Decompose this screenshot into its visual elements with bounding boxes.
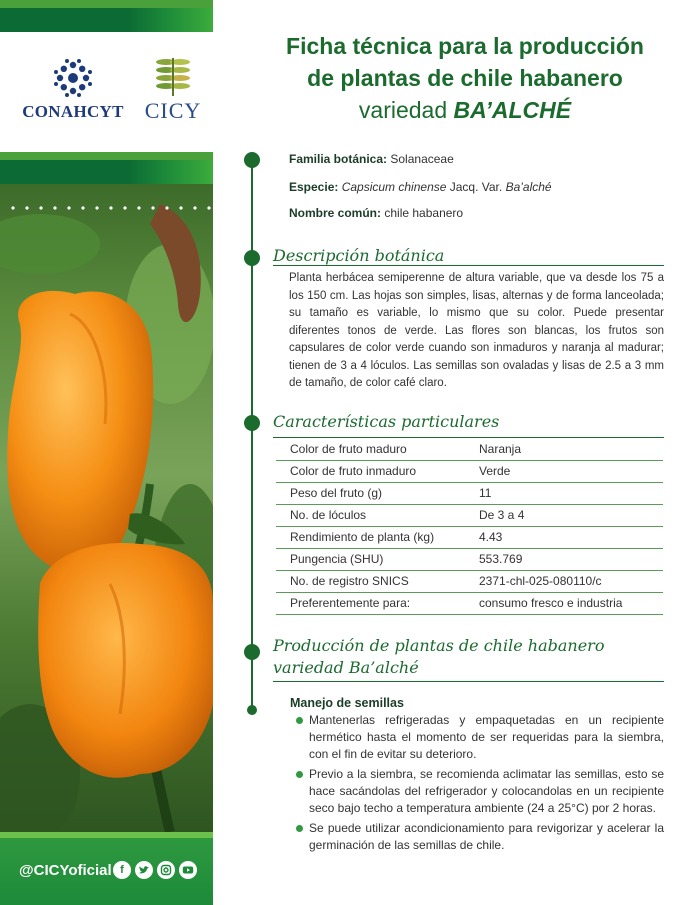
table-cell-label: No. de lóculos: [290, 508, 367, 522]
table-row: [276, 548, 663, 571]
bullet-item: Se puede utilizar acondicionamiento para revigorizar y acelerar la germinación de las semillas de chile.: [309, 821, 664, 852]
production-title-line-2: variedad Ba’alché: [273, 658, 419, 677]
especie-middle: Jacq. Var.: [446, 180, 506, 194]
table-cell-label: No. de registro SNICS: [290, 574, 409, 588]
table-row: [276, 570, 663, 593]
table-row: [276, 438, 663, 461]
description-title: Descripción botánica: [273, 246, 445, 265]
habanero-illustration: [0, 184, 213, 832]
bullet-item: Mantenerlas refrigeradas y empaquetadas en un recipiente hermético hasta el momento de ser requeridas para la siembra, con el fin de evitar su deterioro.: [309, 713, 664, 761]
timeline-dot: [244, 152, 260, 168]
especie-row: [289, 180, 552, 194]
title-line-2: de plantas de chile habanero: [307, 65, 623, 91]
title-line-1: Ficha técnica para la producción: [286, 33, 644, 59]
timeline-dot: [244, 250, 260, 266]
production-title-line-1: Producción de plantas de chile habanero: [273, 636, 605, 655]
table-row: [276, 460, 663, 483]
production-underline: [273, 681, 664, 682]
characteristics-title: Características particulares: [273, 412, 500, 431]
timeline-dot: [244, 415, 260, 431]
top-green-stripes: [0, 0, 213, 32]
title-variety-name: BA’ALCHÉ: [453, 97, 572, 123]
familia-row: [289, 152, 454, 166]
table-cell-value: Naranja: [479, 442, 522, 456]
table-cell-label: Color de fruto inmaduro: [290, 464, 417, 478]
table-row: [276, 526, 663, 549]
seed-management-heading: Manejo de semillas: [290, 696, 404, 710]
description-text: Planta herbácea semiperenne de altura variable, que va desde los 75 a los 150 cm. Las hojas son simples, lisas, alternas y de forma lanceolada; su tamaño es variable, lo mismo que su color. Puede presentar diferentes tonos de verde. Las flores son blancas, los frutos son capsulares de color verde cuando son inmaduros y naranja al madurar; tienen de 3 a 4 lóculos. Las semillas son ovaladas y lisas de 2.5 a 3 mm de tamaño, de color café claro.: [289, 272, 664, 389]
habanero-photo: [0, 184, 213, 832]
familia-value: Solanaceae: [390, 152, 454, 166]
table-row: [276, 504, 663, 527]
timeline-dot-small: [247, 705, 257, 715]
table-row: [276, 482, 663, 505]
nombre-label: Nombre común:: [289, 206, 382, 220]
table-cell-value: 4.43: [479, 530, 503, 544]
logos-area: [0, 40, 213, 140]
conahcyt-wordmark: CONAHCYT: [22, 102, 124, 121]
conahcyt-logo: [18, 58, 128, 138]
cicy-logo: [138, 56, 208, 136]
nombre-row: [289, 206, 463, 220]
table-cell-value: 11: [479, 486, 492, 500]
nombre-value: chile habanero: [384, 206, 464, 220]
table-cell-value: Verde: [479, 464, 511, 478]
bullet-dot: [296, 717, 303, 724]
title-line-3: [240, 94, 690, 126]
left-sidebar: [0, 0, 213, 905]
familia-label: Familia botánica:: [289, 152, 388, 166]
facebook-icon[interactable]: f: [113, 861, 131, 879]
timeline-dot: [244, 644, 260, 660]
youtube-icon[interactable]: [179, 861, 197, 879]
social-footer: [0, 832, 213, 905]
table-cell-label: Preferentemente para:: [290, 596, 411, 610]
table-cell-value: 2371-chl-025-080110/c: [479, 574, 602, 588]
especie-label: Especie:: [289, 180, 339, 194]
twitter-icon[interactable]: [135, 861, 153, 879]
page-title: [240, 30, 690, 126]
cicy-leaves-icon: [153, 56, 193, 98]
bullet-dot: [296, 771, 303, 778]
timeline-line: [251, 160, 253, 712]
especie-variety: Ba’alché: [505, 180, 552, 194]
table-cell-label: Rendimiento de planta (kg): [290, 530, 435, 544]
dotted-divider: [6, 206, 211, 210]
table-cell-label: Peso del fruto (g): [290, 486, 383, 500]
table-cell-value: De 3 a 4: [479, 508, 525, 522]
table-cell-value: consumo fresco e industria: [479, 596, 623, 610]
instagram-icon[interactable]: [157, 861, 175, 879]
especie-species: Capsicum chinense: [341, 180, 447, 194]
table-row: [276, 592, 663, 615]
table-cell-label: Color de fruto maduro: [290, 442, 407, 456]
table-cell-value: 553.769: [479, 552, 523, 566]
description-underline: [273, 265, 664, 266]
cicy-wordmark: CICY: [144, 98, 202, 123]
bullet-item: Previo a la siembra, se recomienda aclimatar las semillas, esto se hace sacándolas del refrigerador y colocandolas en un recipiente seco bajo techo a temperatura ambiente (24 a 25°C) por 2 horas.: [309, 767, 664, 815]
middle-green-stripes: [0, 152, 213, 184]
social-handle[interactable]: @CICYoficial: [19, 862, 112, 879]
table-cell-label: Pungencia (SHU): [290, 552, 384, 566]
conahcyt-emblem-icon: [53, 58, 93, 98]
bullet-dot: [296, 825, 303, 832]
title-variety-prefix: variedad: [358, 97, 454, 123]
